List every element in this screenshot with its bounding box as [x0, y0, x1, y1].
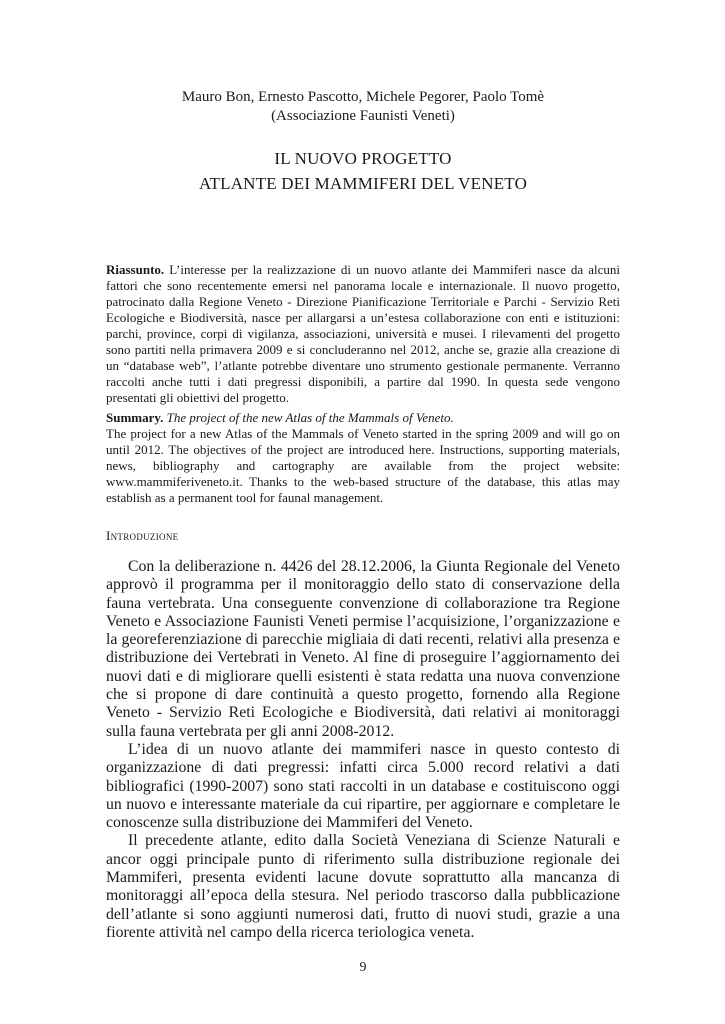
- paragraph-3: Il precedente atlante, edito dalla Società Veneziana di Scienze Naturali e ancor oggi principale punto di riferimento sulla distribuzione regionale dei Mammiferi, presenta evidenti lacune dovute soprattutto alla mancanza di monitoraggi all’epoca della stesura. Nel periodo trascorso dalla pubblicazione dell’atlante si sono aggiunti numerosi dati, frutto di nuovi studi, grazie a una fiorente attività nel campo della ricerca teriologica veneta.: [106, 832, 620, 941]
- author-block: [106, 88, 620, 126]
- summary-text: The project for a new Atlas of the Mammals of Veneto started in the spring 2009 and will go on until 2012. The objectives of the project are introduced here. Instructions, supporting materials, news, bibliography and cartography are available from the project website: www.mammiferiveneto.it. Thanks to the web-based structure of the database, this atlas may establish as a permanent tool for faunal management.: [106, 426, 620, 505]
- page-number: 9: [359, 960, 367, 975]
- authors: Mauro Bon, Ernesto Pascotto, Michele Pegorer, Paolo Tomè: [181, 89, 545, 105]
- title-line-1: IL NUOVO PROGETTO: [274, 149, 452, 168]
- body-text: [106, 558, 620, 942]
- paragraph-1: Con la deliberazione n. 4426 del 28.12.2006, la Giunta Regionale del Veneto approvò il programma per il monitoraggio dello stato di conservazione della fauna vertebrata. Una conseguente convenzione di collaborazione tra Regione Veneto e Associazione Faunisti Veneti permise l’acquisizione, l’organizzazione e la georeferenziazione di parecchie migliaia di dati recenti, relativi alla presenza e distribuzione dei Vertebrati in Veneto. Al fine di proseguire l’aggiornamento dei nuovi dati e di migliorare quelli esistenti è stata redatta una nuova convenzione che si propone di dare continuità a questo progetto, fornendo alla Regione Veneto - Servizio Reti Ecologiche e Biodiversità, dati relativi ai monitoraggi sulla fauna vertebrata per gli anni 2008-2012.: [106, 558, 620, 740]
- affiliation: (Associazione Faunisti Veneti): [271, 108, 455, 124]
- riassunto-text: L’interesse per la realizzazione di un nuovo atlante dei Mammiferi nasce da alcuni fattori che sono recentemente emersi nel panorama locale e internazionale. Il nuovo progetto, patrocinato dalla Regione Veneto - Direzione Pianificazione Territoriale e Parchi - Servizio Reti Ecologiche e Biodiversità, nasce per allargarsi a un’estesa collaborazione con enti e istituzioni: parchi, province, corpi di vigilanza, associazioni, università e musei. I rilevamenti del progetto sono partiti nella primavera 2009 e si concluderanno nel 2012, anche se, grazie alla creazione di un “database web”, l’atlante potrebbe diventare uno strumento gestionale permanente. Verranno raccolti anche tutti i dati pregressi disponibili, a partire dal 1990. In questa sede vengono presentati gli obiettivi del progetto.: [106, 262, 621, 405]
- paragraph-2: L’idea di un nuovo atlante dei mammiferi nasce in questo contesto di organizzazione di dati pregressi: infatti circa 5.000 record relativi a dati bibliografici (1990-2007) sono stati raccolti in un database e costituiscono oggi un nuovo e interessante materiale da cui ripartire, per aggiornare e completare le conoscenze sulla distribuzione dei Mammiferi del Veneto.: [106, 740, 620, 832]
- riassunto-abstract: [106, 262, 620, 406]
- article-title: [106, 146, 620, 196]
- title-line-2: ATLANTE DEI MAMMIFERI DEL VENETO: [198, 174, 528, 193]
- summary-label: Summary.: [106, 410, 164, 425]
- summary-subtitle: The project of the new Atlas of the Mammals of Veneto.: [166, 410, 454, 425]
- riassunto-label: Riassunto.: [106, 262, 165, 277]
- section-heading: Introduzione: [106, 528, 179, 543]
- summary-abstract: [106, 410, 620, 506]
